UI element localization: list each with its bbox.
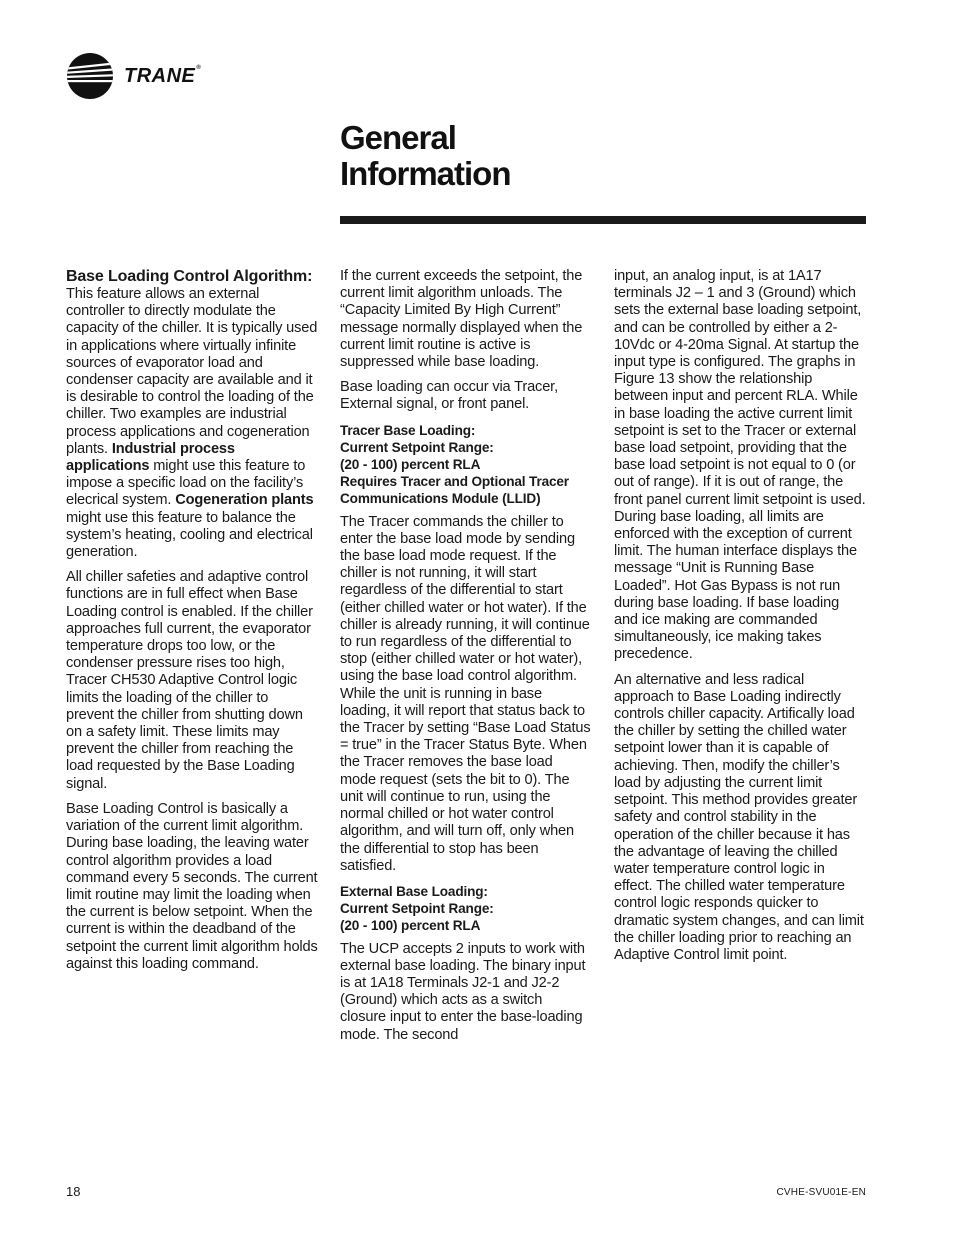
page-title [340, 120, 510, 192]
paragraph: The Tracer commands the chiller to enter the base load mode by sending the base load mode request. If the chiller is not running, it will start regardless of the differential to start (either chilled water or hot water). If the chiller is already running, it will continue to run regardless of the differential to stop (either chilled water or hot water), using the base load control algorithm. While the unit is running in base loading, it will report that status back to the Tracer by setting “Base Load Status = true” in the Tracer Status Byte. When the Tracer removes the base load mode request (sets the bit to 0). The unit will continue to run, using the normal chilled or hot water control algorithm, and will turn off, only when the differential to stop has been satisfied. [340, 513, 591, 874]
subheading-external-base-loading: External Base Loading: Current Setpoint Range: (20 - 100) percent RLA [340, 883, 494, 934]
paragraph: If the current exceeds the setpoint, the current limit algorithm unloads. The “Capacity Limited By High Current” message normally displayed when the current limit routine is active is suppressed while base loading. [340, 268, 583, 371]
paragraph: Base loading can occur via Tracer, External signal, or front panel. [340, 379, 558, 413]
document-code: CVHE-SVU01E-EN [776, 1187, 866, 1198]
page-title-line1: General [340, 119, 456, 156]
subheading-tracer-base-loading: Tracer Base Loading: Current Setpoint Range: (20 - 100) percent RLA Requires Tracer and Optional Tracer Communications Module (LLID) [340, 422, 569, 507]
column-2 [340, 268, 592, 1052]
title-rule [340, 216, 866, 224]
page-number: 18 [66, 1184, 81, 1199]
paragraph: This feature allows an external controller to directly modulate the capacity of the chiller. It is typically used in applications where virtually infinite sources of evaporator load and condenser capacity are available and it is desirable to control the loading of the chiller. Two examples are industrial process applications and cogeneration plants. Industrial process applications might use this feature to impose a specific load on the facility’s elecrical system. Cogeneration plants might use this feature to balance the system’s heating, cooling and electrical generation. [66, 286, 318, 561]
section-heading: Base Loading Control Algorithm: [66, 268, 313, 285]
paragraph: All chiller safeties and adaptive control functions are in full effect when Base Loading control is enabled. If the chiller approaches full current, the evaporator temperature drops too low, or the condenser pressure rises too high, Tracer CH530 Adaptive Control logic limits the loading of the chiller to prevent the chiller from shutting down on a safety limit. These limits may prevent the chiller from reaching the load requested by the Base Loading signal. [66, 569, 313, 792]
paragraph: input, an analog input, is at 1A17 terminals J2 – 1 and 3 (Ground) which sets the external base loading setpoint, and can be controlled by either a 2-10Vdc or 4-20ma Signal. At startup the input type is configured. The graphs in Figure 13 show the relationship between input and percent RLA. While in base loading the active current limit setpoint is set to the Tracer or external base load setpoint, providing that the base load setpoint is not equal to 0 (or out of range). If it is out of range, the front panel current limit setpoint is used. During base loading, all limits are enforced with the exception of current limit. The human interface displays the message “Unit is Running Base Loaded”. Hot Gas Bypass is not run during base loading. If base loading and ice making are commanded simultaneously, ice making takes precedence. [614, 268, 866, 663]
brand-logo [66, 52, 201, 100]
paragraph: The UCP accepts 2 inputs to work with external base loading. The binary input is at 1A18 Terminals J2-1 and J2-2 (Ground) which acts as a switch closure input to enter the base-loading mode. The second [340, 940, 586, 1043]
column-1 [66, 268, 318, 981]
paragraph: An alternative and less radical approach to Base Loading indirectly controls chiller capacity. Artifically load the chiller by setting the chilled water setpoint lower than it is capable of achieving. Then, modify the chiller’s load by adjusting the current limit setpoint. This method provides greater safety and control stability in the operation of the chiller because it has the advantage of leaving the chilled water temperature control logic in effect. The chilled water temperature control logic responds quicker to dramatic system changes, and can limit the chiller loading prior to reaching an Adaptive Control limit point. [614, 671, 864, 963]
paragraph: Base Loading Control is basically a variation of the current limit algorithm. During base loading, the leaving water control algorithm provides a load command every 5 seconds. The current limit routine may limit the loading when the current is below setpoint. When the current is within the deadband of the setpoint the current limit algorithm holds against this loading command. [66, 800, 318, 972]
page-title-line2: Information [340, 155, 511, 192]
brand-wordmark: TRANE® [124, 64, 202, 87]
trane-circle-logo-icon [66, 52, 114, 100]
column-3 [614, 268, 866, 972]
